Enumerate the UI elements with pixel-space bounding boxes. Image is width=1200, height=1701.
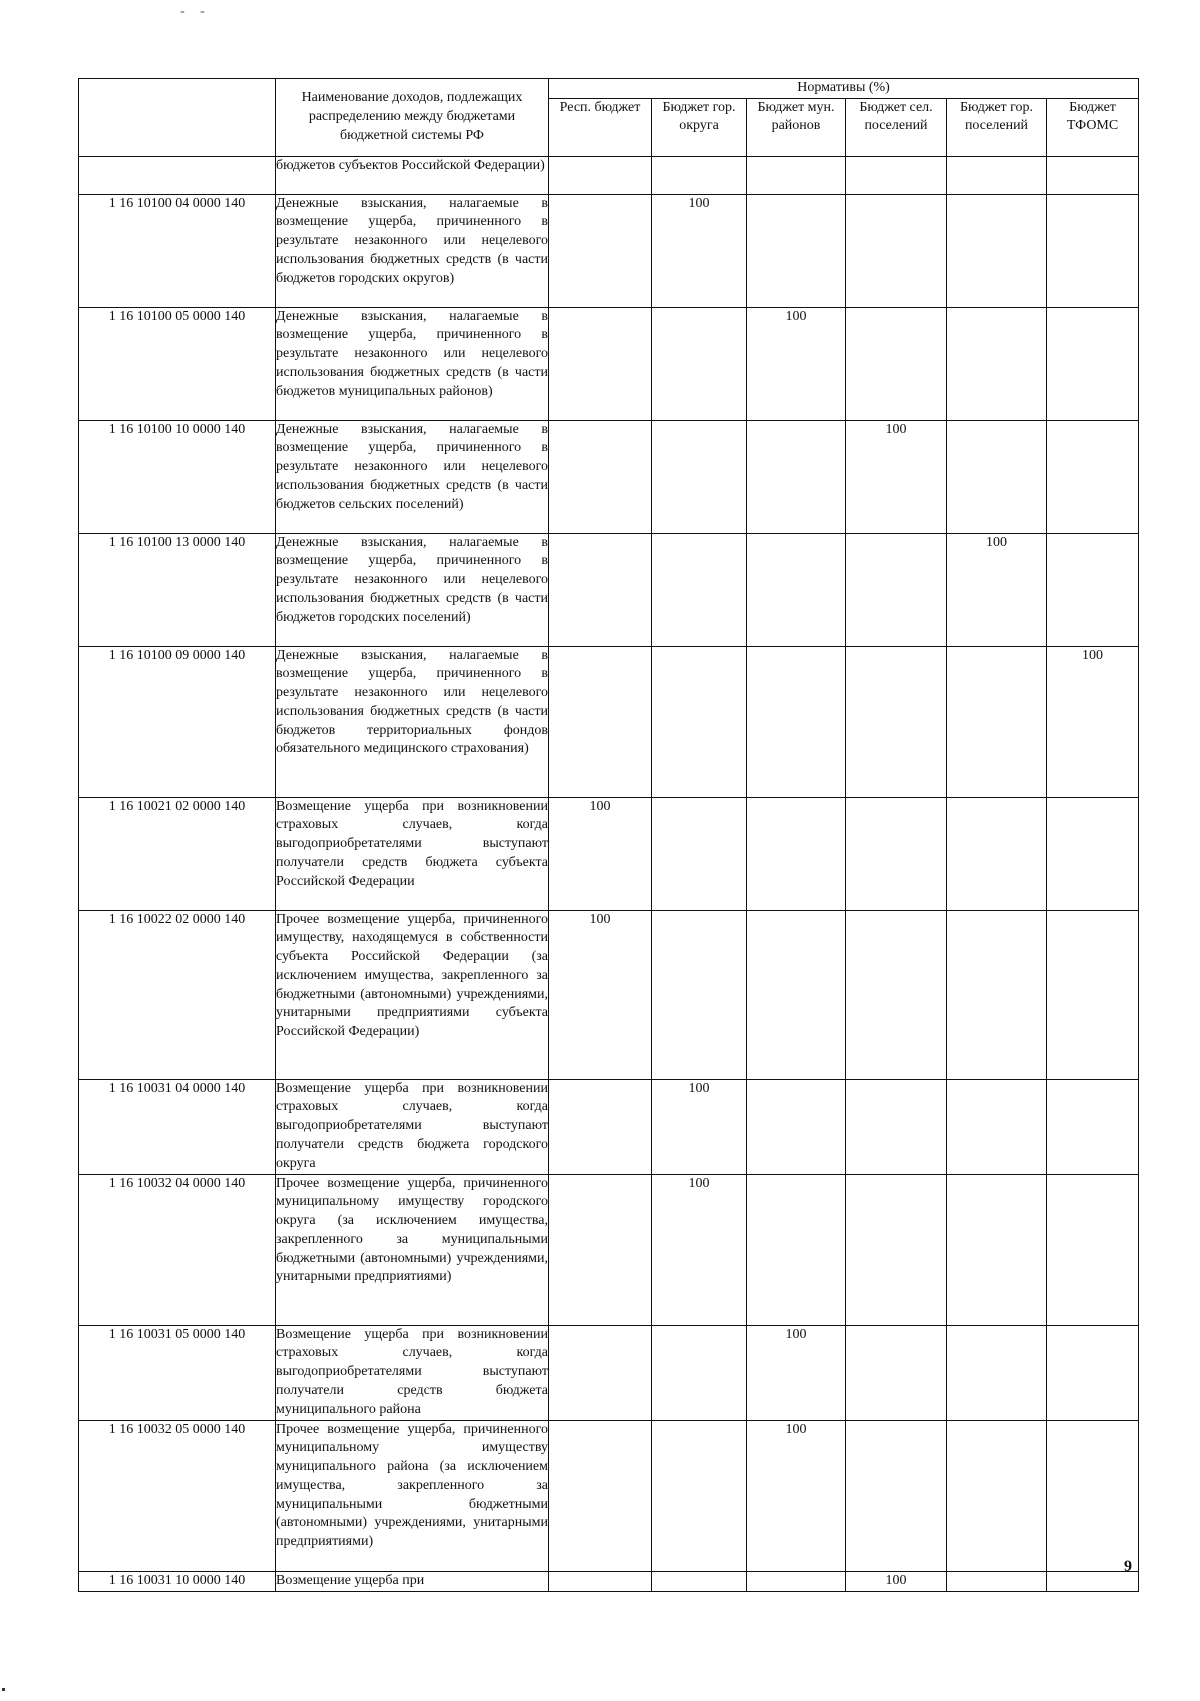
value-mun-rayonov: 100 (747, 1325, 846, 1420)
row-code: 1 16 10100 10 0000 140 (79, 420, 276, 533)
value-sel-poseleniy (846, 1174, 947, 1325)
value-sel-poseleniy (846, 194, 947, 307)
value-sel-poseleniy: 100 (846, 1571, 947, 1591)
value-gor-okruga (652, 156, 747, 194)
row-code: 1 16 10031 10 0000 140 (79, 1571, 276, 1591)
table-row (79, 420, 1139, 533)
row-code (79, 156, 276, 194)
value-resp (549, 533, 652, 646)
value-tfoms (1047, 307, 1139, 420)
value-gor-poseleniy (947, 1420, 1047, 1571)
value-gor-poseleniy (947, 307, 1047, 420)
value-tfoms (1047, 194, 1139, 307)
table-row (79, 1325, 1139, 1420)
value-sel-poseleniy (846, 1420, 947, 1571)
value-sel-poseleniy (846, 646, 947, 797)
value-gor-okruga (652, 646, 747, 797)
value-mun-rayonov (747, 1079, 846, 1174)
value-resp (549, 1079, 652, 1174)
value-sel-poseleniy (846, 1079, 947, 1174)
value-sel-poseleniy (846, 533, 947, 646)
value-mun-rayonov (747, 533, 846, 646)
table-row (79, 1174, 1139, 1325)
row-code: 1 16 10032 05 0000 140 (79, 1420, 276, 1571)
value-sel-poseleniy (846, 156, 947, 194)
row-name: Прочее возмещение ущерба, причиненного муниципальному имуществу муниципального района (за исключением имущества, закрепленного за муниципальными бюджетными (автономными) учреждениями, унитарными предприятиями) (276, 1420, 549, 1571)
value-gor-okruga (652, 533, 747, 646)
table-row (79, 1079, 1139, 1174)
row-name: Прочее возмещение ущерба, причиненного имуществу, находящемуся в собственности субъекта Российской Федерации (за исключением имущества, закрепленного за бюджетными (автономными) учреждениями, унитарными предприятиями субъекта Российской Федерации) (276, 910, 549, 1079)
col-header-sel-poseleniy: Бюджет сел. поселений (846, 98, 947, 156)
value-mun-rayonov (747, 420, 846, 533)
value-mun-rayonov (747, 646, 846, 797)
value-gor-okruga (652, 797, 747, 910)
code-column-header (79, 79, 276, 157)
row-name: Денежные взыскания, налагаемые в возмещение ущерба, причиненного в результате незаконного или нецелевого использования бюджетных средств (в части бюджетов городских округов) (276, 194, 549, 307)
value-gor-okruga (652, 420, 747, 533)
row-name: Денежные взыскания, налагаемые в возмещение ущерба, причиненного в результате незаконного или нецелевого использования бюджетных средств (в части бюджетов городских поселений) (276, 533, 549, 646)
value-gor-poseleniy (947, 646, 1047, 797)
normatives-header: Нормативы (%) (549, 79, 1139, 99)
row-code: 1 16 10100 05 0000 140 (79, 307, 276, 420)
value-resp: 100 (549, 910, 652, 1079)
value-gor-poseleniy (947, 1571, 1047, 1591)
table-row (79, 1420, 1139, 1571)
value-resp (549, 1325, 652, 1420)
value-tfoms (1047, 797, 1139, 910)
value-sel-poseleniy (846, 910, 947, 1079)
row-name: Возмещение ущерба при возникновении страховых случаев, когда выгодоприобретателями выступают получатели средств бюджета муниципального района (276, 1325, 549, 1420)
table-row (79, 533, 1139, 646)
value-mun-rayonov: 100 (747, 1420, 846, 1571)
value-tfoms (1047, 156, 1139, 194)
value-gor-poseleniy (947, 420, 1047, 533)
value-resp (549, 194, 652, 307)
value-resp (549, 646, 652, 797)
value-mun-rayonov (747, 1571, 846, 1591)
revenue-distribution-table (78, 78, 1139, 1592)
value-resp: 100 (549, 797, 652, 910)
value-resp (549, 307, 652, 420)
row-code: 1 16 10100 13 0000 140 (79, 533, 276, 646)
value-sel-poseleniy (846, 1325, 947, 1420)
page-number: 9 (1124, 1558, 1132, 1575)
value-gor-poseleniy (947, 156, 1047, 194)
table-row (79, 307, 1139, 420)
value-resp (549, 1420, 652, 1571)
col-header-gor-okruga: Бюджет гор. округа (652, 98, 747, 156)
row-name: Возмещение ущерба при (276, 1571, 549, 1591)
value-tfoms (1047, 910, 1139, 1079)
value-mun-rayonov (747, 1174, 846, 1325)
value-mun-rayonov (747, 910, 846, 1079)
value-gor-poseleniy (947, 1079, 1047, 1174)
row-code: 1 16 10100 04 0000 140 (79, 194, 276, 307)
value-mun-rayonov (747, 797, 846, 910)
row-name: Возмещение ущерба при возникновении страховых случаев, когда выгодоприобретателями выступают получатели средств бюджета городского округа (276, 1079, 549, 1174)
value-tfoms (1047, 420, 1139, 533)
value-sel-poseleniy (846, 797, 947, 910)
row-code: 1 16 10021 02 0000 140 (79, 797, 276, 910)
value-gor-poseleniy (947, 194, 1047, 307)
value-tfoms (1047, 1325, 1139, 1420)
value-resp (549, 156, 652, 194)
col-header-mun-rayonov: Бюджет мун. районов (747, 98, 846, 156)
value-mun-rayonov: 100 (747, 307, 846, 420)
value-gor-poseleniy (947, 1325, 1047, 1420)
col-header-gor-poseleniy: Бюджет гор. поселений (947, 98, 1047, 156)
row-code: 1 16 10022 02 0000 140 (79, 910, 276, 1079)
value-gor-okruga: 100 (652, 1174, 747, 1325)
value-gor-okruga (652, 1571, 747, 1591)
value-gor-okruga: 100 (652, 1079, 747, 1174)
row-name: Возмещение ущерба при возникновении страховых случаев, когда выгодоприобретателями выступают получатели средств бюджета субъекта Российской Федерации (276, 797, 549, 910)
value-gor-okruga (652, 307, 747, 420)
name-column-header: Наименование доходов, подлежащих распределению между бюджетами бюджетной системы РФ (276, 79, 549, 157)
table-row (79, 156, 1139, 194)
scan-artifact: - - (180, 4, 211, 19)
table-row (79, 910, 1139, 1079)
value-sel-poseleniy: 100 (846, 420, 947, 533)
table-row (79, 1571, 1139, 1591)
value-gor-okruga: 100 (652, 194, 747, 307)
value-tfoms (1047, 533, 1139, 646)
scan-dot (2, 1688, 5, 1691)
table-row (79, 194, 1139, 307)
row-code: 1 16 10100 09 0000 140 (79, 646, 276, 797)
row-code: 1 16 10032 04 0000 140 (79, 1174, 276, 1325)
value-gor-okruga (652, 1420, 747, 1571)
value-mun-rayonov (747, 156, 846, 194)
value-gor-poseleniy (947, 797, 1047, 910)
row-name: Денежные взыскания, налагаемые в возмещение ущерба, причиненного в результате незаконного или нецелевого использования бюджетных средств (в части бюджетов сельских поселений) (276, 420, 549, 533)
value-tfoms (1047, 1174, 1139, 1325)
value-tfoms (1047, 1079, 1139, 1174)
col-header-tfoms: Бюджет ТФОМС (1047, 98, 1139, 156)
value-gor-poseleniy (947, 1174, 1047, 1325)
row-name: Денежные взыскания, налагаемые в возмещение ущерба, причиненного в результате незаконного или нецелевого использования бюджетных средств (в части бюджетов муниципальных районов) (276, 307, 549, 420)
row-code: 1 16 10031 04 0000 140 (79, 1079, 276, 1174)
value-gor-okruga (652, 910, 747, 1079)
value-mun-rayonov (747, 194, 846, 307)
value-tfoms: 100 (1047, 646, 1139, 797)
value-resp (549, 1571, 652, 1591)
value-sel-poseleniy (846, 307, 947, 420)
table-row (79, 797, 1139, 910)
row-name: Денежные взыскания, налагаемые в возмещение ущерба, причиненного в результате незаконного или нецелевого использования бюджетных средств (в части бюджетов территориальных фондов обязательного медицинского страхования) (276, 646, 549, 797)
value-gor-poseleniy: 100 (947, 533, 1047, 646)
value-gor-okruga (652, 1325, 747, 1420)
value-tfoms (1047, 1420, 1139, 1571)
col-header-resp: Респ. бюджет (549, 98, 652, 156)
value-gor-poseleniy (947, 910, 1047, 1079)
value-resp (549, 1174, 652, 1325)
value-resp (549, 420, 652, 533)
row-name: Прочее возмещение ущерба, причиненного муниципальному имуществу городского округа (за исключением имущества, закрепленного за муниципальными бюджетными (автономными) учреждениями, унитарными предприятиями) (276, 1174, 549, 1325)
row-name: бюджетов субъектов Российской Федерации) (276, 156, 549, 194)
row-code: 1 16 10031 05 0000 140 (79, 1325, 276, 1420)
table-row (79, 646, 1139, 797)
